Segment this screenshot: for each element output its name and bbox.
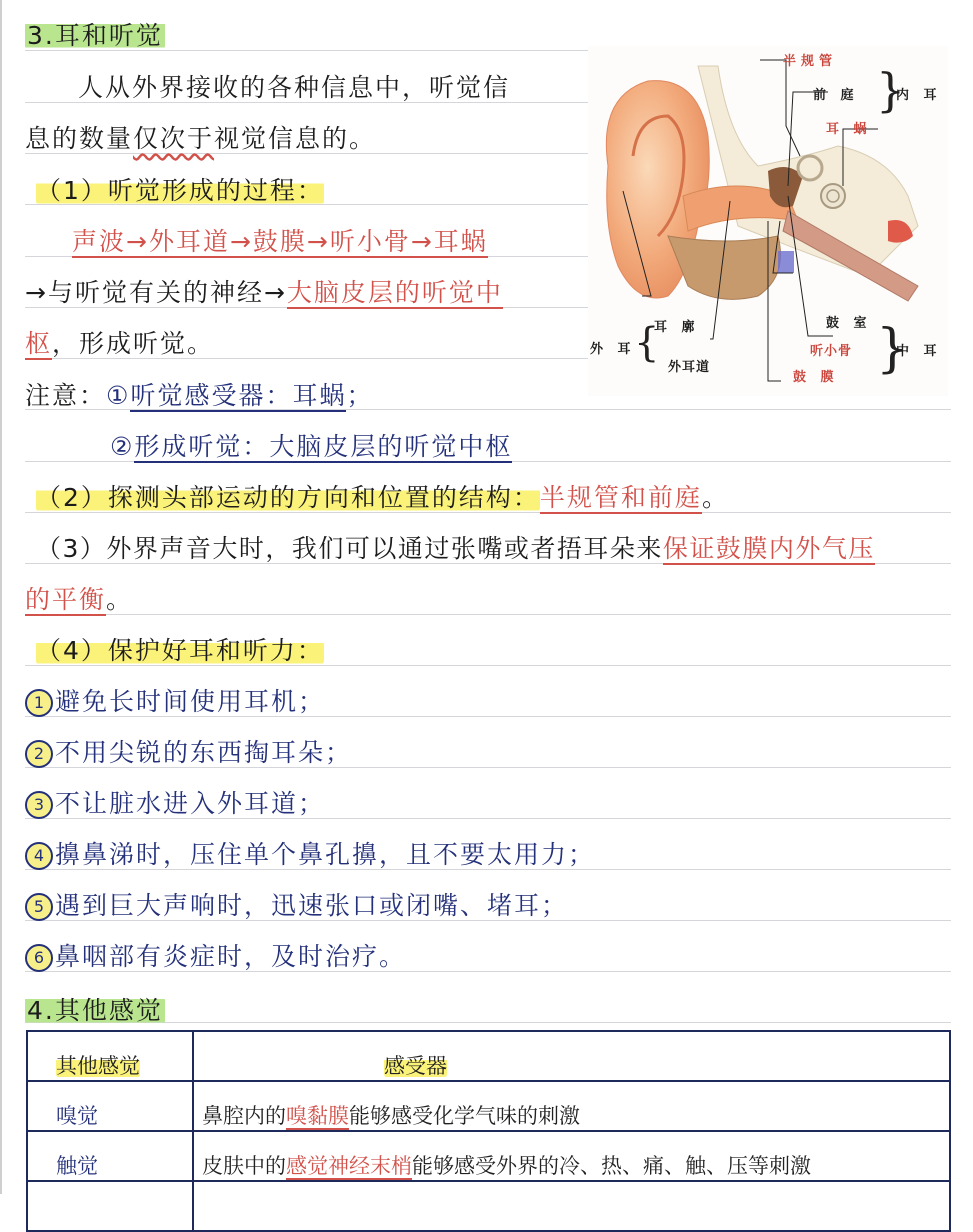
q4-heading-text: （4）保护好耳和听力：: [36, 636, 324, 665]
number-badge-3: 3: [25, 791, 53, 819]
q2-end: 。: [701, 483, 729, 512]
receptor-cell: [193, 1081, 950, 1131]
cortex-text-end: 枢: [25, 329, 53, 358]
table-row: [27, 1181, 950, 1231]
table-row: [27, 1081, 950, 1131]
note-1-end: ；: [346, 381, 374, 410]
q1-heading-text: （1）听觉形成的过程：: [36, 176, 324, 205]
svg-text:{: {: [634, 320, 660, 366]
q3-answer-end: 的平衡: [25, 585, 107, 614]
table-row: [27, 1131, 950, 1181]
label-eardrum: 鼓 膜: [793, 370, 839, 385]
protect-item-1: [25, 686, 325, 718]
q2-answer: 半规管和前庭: [539, 483, 702, 512]
section-3-title: [25, 20, 165, 52]
header-sense-text: 其他感觉: [56, 1054, 140, 1078]
label-ear-canal: 外耳道: [668, 360, 711, 375]
section-4-title: [25, 995, 165, 1027]
q3-line-1: [36, 533, 875, 565]
svg-text:}: }: [876, 319, 910, 379]
receptor-pre: 皮肤中的: [202, 1154, 286, 1178]
number-badge-6: 6: [25, 944, 53, 972]
ear-anatomy-diagram: [588, 46, 948, 396]
note-number-2: ②: [110, 432, 135, 461]
label-auricle: 耳 廓: [654, 320, 700, 335]
q1-line-4: [25, 328, 214, 360]
intro-text: 息的数量: [25, 124, 134, 153]
protect-item-text: 不让脏水进入外耳道；: [55, 789, 326, 818]
section-3-title-text: 3.耳和听觉: [27, 21, 163, 50]
q1-heading: [36, 175, 324, 207]
forms-hearing-text: ，形成听觉。: [52, 329, 215, 358]
note-1-text: 听觉感受器：耳蜗: [130, 381, 347, 410]
ear-illustration: [588, 46, 948, 396]
other-senses-table: [26, 1030, 951, 1232]
receptor-emph: 感觉神经末梢: [286, 1154, 412, 1178]
number-badge-2: 2: [25, 740, 53, 768]
q3-answer: 保证鼓膜内外气压: [662, 534, 875, 563]
header-cell-sense: [27, 1031, 193, 1081]
q4-heading: [36, 635, 324, 667]
label-inner-ear: 内 耳: [896, 88, 942, 103]
protect-item-2: [25, 737, 352, 769]
protect-item-4: [25, 839, 595, 871]
note-number-1: ①: [106, 381, 131, 410]
note-label: 注意：: [25, 381, 107, 410]
q3-line-2: [25, 584, 133, 616]
note-2-text: 形成听觉：大脑皮层的听觉中枢: [134, 432, 513, 461]
protect-item-6: [25, 941, 406, 973]
protect-item-text: 擤鼻涕时，压住单个鼻孔擤，且不要太用力；: [55, 840, 596, 869]
note-2: [110, 431, 512, 463]
q2-line: [36, 482, 729, 514]
q1-hearing-path: [72, 226, 488, 258]
number-badge-5: 5: [25, 893, 53, 921]
ruled-line: [25, 614, 951, 615]
note-1: [25, 380, 373, 412]
q3-end: 。: [106, 585, 134, 614]
protect-item-3: [25, 788, 325, 820]
intro-line-1: 人从外界接收的各种信息中，听觉信: [78, 73, 511, 102]
section-4-title-text: 4.其他感觉: [27, 996, 163, 1025]
number-badge-4: 4: [25, 842, 53, 870]
label-tympanic-cavity: 鼓 室: [826, 316, 872, 331]
sense-cell: 嗅觉: [27, 1081, 193, 1131]
protect-item-5: [25, 890, 568, 922]
label-semicircular-canals: 半规管: [783, 54, 838, 69]
header-cell-receptor: [193, 1031, 950, 1081]
sense-cell: [27, 1181, 193, 1231]
label-ossicles: 听小骨: [810, 344, 853, 359]
label-outer-ear: 外 耳: [590, 342, 636, 357]
label-cochlea: 耳 蜗: [826, 122, 872, 137]
nerve-text: →与听觉有关的神经→: [25, 278, 287, 307]
receptor-post: 能够感受外界的冷、热、痛、触、压等刺激: [412, 1154, 811, 1178]
header-receptor-text: 感受器: [384, 1054, 447, 1078]
q3-text: （3）外界声音大时，我们可以通过张嘴或者捂耳朵来: [36, 534, 663, 563]
protect-item-text: 避免长时间使用耳机；: [55, 687, 326, 716]
q1-line-3: [25, 277, 503, 309]
intro-line-2: [25, 123, 376, 155]
q2-heading-text: （2）探测头部运动的方向和位置的结构：: [36, 483, 540, 512]
receptor-pre: 鼻腔内的: [202, 1104, 286, 1128]
receptor-post: 能够感受化学气味的刺激: [349, 1104, 580, 1128]
protect-item-text: 遇到巨大声响时，迅速张口或闭嘴、堵耳；: [55, 891, 569, 920]
page-left-edge: [0, 0, 2, 1194]
receptor-cell: [193, 1181, 950, 1231]
protect-item-text: 鼻咽部有炎症时，及时治疗。: [55, 942, 407, 971]
intro-text: 视觉信息的。: [214, 124, 377, 153]
svg-text:}: }: [876, 63, 906, 117]
number-badge-1: 1: [25, 689, 53, 717]
receptor-emph: 嗅黏膜: [286, 1104, 349, 1128]
label-vestibule: 前 庭: [813, 88, 859, 103]
receptor-cell: [193, 1131, 950, 1181]
emphasis-only-second: 仅次于: [133, 124, 215, 153]
hearing-path-text: 声波→外耳道→鼓膜→听小骨→耳蜗: [72, 227, 488, 256]
protect-item-text: 不用尖锐的东西掏耳朵；: [55, 738, 353, 767]
cortex-text: 大脑皮层的听觉中: [286, 278, 503, 307]
sense-cell: 触觉: [27, 1131, 193, 1181]
label-middle-ear: 中 耳: [896, 344, 942, 359]
table-header-row: [27, 1031, 950, 1081]
